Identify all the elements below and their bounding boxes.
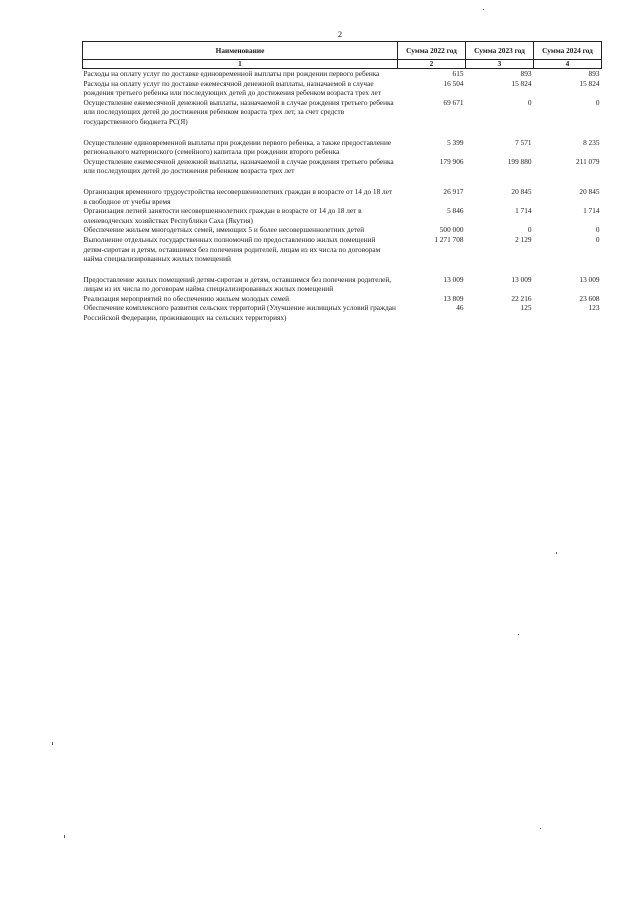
header-name: Наименование [83, 42, 398, 60]
row-name: Расходы на оплату услуг по доставке единовременной выплаты при рождении первого ребенка [83, 69, 380, 78]
row-spacer-cell [83, 264, 602, 275]
table-row [83, 98, 602, 127]
value-2023: 125 [520, 303, 532, 313]
value-2022: 5 846 [447, 206, 464, 216]
value-2022: 13 009 [443, 274, 464, 284]
budget-table [82, 41, 602, 323]
value-2023: 1 714 [515, 206, 532, 216]
row-spacer [83, 127, 602, 138]
value-2022: 615 [452, 69, 464, 78]
value-2023: 20 845 [511, 186, 532, 196]
row-name: Расходы на оплату услуг по доставке ежемесячной денежной выплаты, назначаемой в случае рождения третьего ребенка или последующих детей до достижения ребенком возраста трех лет [83, 78, 381, 98]
value-2023: 2 129 [515, 234, 532, 244]
column-index: 2 [398, 60, 466, 69]
value-2022: 46 [456, 303, 464, 313]
row-name: Организация летней занятости несовершеннолетних граждан в возрасте от 14 до 18 лет в оленеводческих хозяйствах Республики Саха (Якутия) [83, 206, 362, 225]
row-spacer-cell [83, 127, 602, 138]
table-row [83, 187, 602, 206]
value-2022: 26 917 [443, 186, 464, 196]
value-2024: 893 [588, 69, 600, 78]
scan-speck [483, 9, 484, 10]
value-2023: 893 [520, 69, 532, 78]
value-2022: 179 906 [439, 156, 464, 166]
column-index: 4 [534, 60, 602, 69]
scan-speck [64, 835, 65, 838]
value-2024: 23 608 [579, 293, 600, 303]
table-row [83, 235, 602, 264]
header-2022: Сумма 2022 год [398, 42, 466, 60]
header-2023: Сумма 2023 год [466, 42, 534, 60]
column-index-row [83, 60, 602, 69]
value-2024: 13 009 [579, 274, 600, 284]
value-2024: 211 079 [576, 156, 600, 166]
value-2023: 0 [527, 97, 532, 107]
value-2023: 199 880 [507, 156, 532, 166]
row-name: Осуществление ежемесячной денежной выплаты, назначаемой в случае рождения третьего ребенка или последующих детей до достижения ребенком возраста трех лет, за счет средств государственного бюджета РС(Я) [83, 97, 394, 126]
value-2024: 8 235 [583, 137, 600, 147]
scan-speck [52, 742, 53, 745]
table-row [83, 275, 602, 294]
value-2024: 1 714 [583, 206, 600, 216]
table-row [83, 303, 602, 322]
row-name: Реализация мероприятий по обеспечению жильем молодых семей [83, 293, 290, 303]
value-2024: 123 [588, 303, 600, 313]
header-2024: Сумма 2024 год [534, 42, 602, 60]
value-2022: 1 271 708 [434, 234, 464, 244]
value-2023: 13 009 [511, 274, 532, 284]
page-number: 2 [337, 29, 343, 39]
table-row [83, 138, 602, 157]
value-2024: 0 [595, 234, 600, 244]
row-spacer [83, 176, 602, 187]
table-body [83, 69, 602, 323]
table-row [83, 157, 602, 176]
table-header-row [83, 42, 602, 60]
column-index: 3 [466, 60, 534, 69]
row-spacer-cell [83, 176, 602, 187]
row-name: Выполнение отдельных государственных полномочий по предоставлению жилых помещений детям-сиротам и детям, оставшимся без попечения родителей, лицам из их числа по договорам найма специализированных жилых помещений [83, 234, 381, 264]
value-2024: 0 [595, 225, 600, 235]
table-row [83, 206, 602, 225]
value-2022: 69 671 [443, 97, 464, 107]
value-2023: 15 824 [511, 78, 532, 88]
table-row [83, 79, 602, 98]
value-2022: 13 809 [443, 293, 464, 303]
scan-speck [540, 828, 541, 829]
value-2022: 500 000 [439, 225, 464, 235]
value-2022: 5 399 [447, 137, 464, 147]
row-spacer [83, 264, 602, 275]
table-row [83, 69, 602, 79]
scan-speck [556, 552, 557, 554]
table-row [83, 294, 602, 304]
value-2023: 22 216 [511, 293, 532, 303]
value-2024: 0 [595, 97, 600, 107]
value-2024: 20 845 [579, 186, 600, 196]
row-name: Организация временного трудоустройства несовершеннолетних граждан в возрасте от 14 до 18 лет в свободное от учебы время [83, 186, 393, 206]
row-name: Обеспечение комплексного развития сельских территорий (Улучшение жилищных условий граждан Российской Федерации, проживающих на сельских территориях) [83, 303, 396, 323]
scan-speck [518, 634, 519, 635]
value-2023: 0 [527, 225, 532, 235]
row-name: Обеспечение жильем многодетных семей, имеющих 5 и более несовершеннолетних детей [83, 225, 365, 235]
value-2022: 16 504 [443, 78, 464, 88]
value-2024: 15 824 [579, 78, 600, 88]
row-name: Осуществление единовременной выплаты при рождении первого ребенка, а также предоставление регионального материнского (семейного) капитала при рождении второго ребенка [83, 137, 392, 157]
table-row [83, 225, 602, 235]
row-name: Осуществление ежемесячной денежной выплаты, назначаемой в случае рождения третьего ребенка или последующих детей до достижения ребенком возраста трех лет [83, 156, 394, 176]
row-name: Предоставление жилых помещений детям-сиротам и детям, оставшимся без попечения родителей, лицам из их числа по договорам найма специализированных жилых помещений [83, 274, 392, 294]
value-2023: 7 571 [515, 137, 532, 147]
column-index: 1 [83, 60, 398, 69]
